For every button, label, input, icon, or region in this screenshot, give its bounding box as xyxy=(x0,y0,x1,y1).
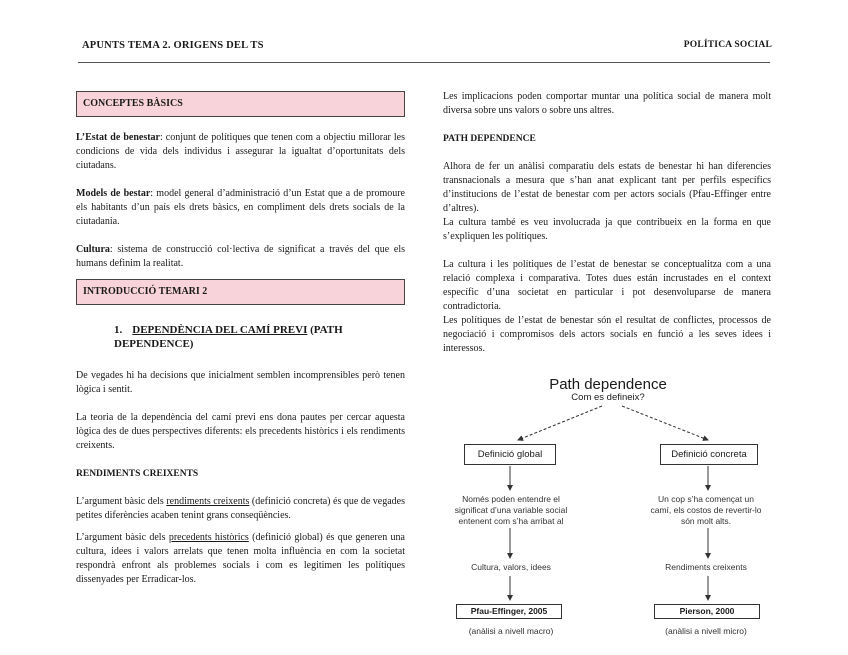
paragraph-analisi: Alhora de fer un anàlisi comparatiu dels estats de benestar hi han diferencies transnacionals a mesura que s’han anat explicant tant per perfils específics d’institucions de l’estat de benestar com per actors socials (Pfau-Effinger entre d’altres). xyxy=(443,161,771,214)
heading-rest: (PATH DEPENDENCE) xyxy=(114,324,343,350)
arrow-to-concreta xyxy=(622,406,708,440)
header-divider xyxy=(78,62,770,63)
diagram-title: Path dependence xyxy=(549,376,667,393)
mid-concreta: Rendiments creixents xyxy=(665,562,747,572)
p7-a: L’argument bàsic dels xyxy=(76,532,169,543)
paragraph-relacio: La cultura i les polítiques de l’estat de benestar se conceptualitza com a una relació complexa i comparativa. Totes dues están incrustades en el context específic d’una societat en particular i pot desenvoluparse de manera contradictoria. xyxy=(443,259,771,312)
paragraph-rendiments xyxy=(76,495,405,523)
term-estat: L’Estat de benestar xyxy=(76,132,160,143)
cite-pierson: Pierson, 2000 xyxy=(654,604,760,619)
paragraph-cultura-involucrada: La cultura també es veu involucrada ja que contribueix en la forma en que s’expliquen les polítiques. xyxy=(443,217,771,242)
link-rendiments: rendiments creixents xyxy=(166,496,250,507)
header-subject: POLÍTICA SOCIAL xyxy=(683,40,772,50)
paragraph-conflictes: Les polítiques de l’estat de benestar són el resultat de conflictes, processos de negociació i compromisos dels actors socials en funció a les seves idees i interessos. xyxy=(443,315,771,354)
paragraph-implicacions: Les implicacions poden comportar muntar una política social de manera molt diversa sobre uns valors o sobre uns altres. xyxy=(443,91,771,116)
section-box-introduccio: INTRODUCCIÓ TEMARI 2 xyxy=(76,279,405,305)
arrow-to-global xyxy=(518,406,602,440)
term-models: Models de bestar xyxy=(76,188,151,199)
definition-models xyxy=(76,187,405,229)
paragraph-teoria: La teoria de la dependència del camí previ ens dona pautes per cercar aquesta lògica des de dues perspectives diferents: els precedents històrics i els rendiments creixents. xyxy=(76,412,405,451)
definition-models-text: : model general d’administració d’un Estat que a de promoure els habitants d’un país els drets bàsics, en compliment dels drets socials de la ciutadania. xyxy=(76,188,405,227)
cite-pfau: Pfau-Effinger, 2005 xyxy=(456,604,562,619)
heading-underlined: DEPENDÈNCIA DEL CAMÍ PREVI xyxy=(132,324,308,336)
box-definicio-global: Definició global xyxy=(464,444,556,465)
diagram-subtitle: Com es defineix? xyxy=(571,392,645,403)
heading-number: 1. xyxy=(114,324,123,336)
level-micro: (anàlisi a nivell micro) xyxy=(665,626,747,636)
desc-concreta: Un cop s’ha començat un camí, els costos de revertir-lo són molt alts. xyxy=(650,494,762,526)
link-precedents: precedents històrics xyxy=(168,532,249,543)
numbered-heading xyxy=(114,323,405,351)
paragraph-decisions: De vegades hi ha decisions que inicialment semblen incomprensibles però tenen lògica i sentit. xyxy=(76,370,405,395)
header-title: APUNTS TEMA 2. ORIGENS DEL TS xyxy=(82,40,264,51)
left-column xyxy=(76,91,405,587)
term-cultura: Cultura xyxy=(76,244,110,255)
mid-global: Cultura, valors, idees xyxy=(471,562,551,572)
subheading-rendiments: RENDIMENTS CREIXENTS xyxy=(76,469,199,479)
desc-global: Només poden entendre el significat d’una variable social entenent com s’ha arribat al xyxy=(454,494,568,526)
definition-cultura xyxy=(76,243,405,271)
path-dependence-diagram xyxy=(452,370,764,640)
right-column xyxy=(443,90,771,356)
section-box-conceptes: CONCEPTES BÀSICS xyxy=(76,91,405,117)
definition-estat xyxy=(76,131,405,173)
p7-b: (definició global) és que generen una cultura, idees i valors arrelats que tenen molta influència en com la societat respondrà enfront als problemes socials i com es legitimen les polítiques dissenyades per Erradicar-los. xyxy=(76,532,405,585)
definition-cultura-text: : sistema de construcció col·lectiva de significat a través del que els humans definim la realitat. xyxy=(76,244,405,269)
definition-estat-text: : conjunt de polítiques que tenen com a objectiu millorar les condicions de vida dels individus i assegurar la igualtat d’oportunitats dels ciutadans. xyxy=(76,132,405,171)
box-definicio-concreta: Definició concreta xyxy=(660,444,758,465)
level-macro: (anàlisi a nivell macro) xyxy=(468,626,554,636)
paragraph-precedents xyxy=(76,531,405,587)
p6-b: (definició concreta) és que de vegades petites diferències acaben tenint grans conseqüències. xyxy=(76,496,406,521)
p6-a: L’argument bàsic dels xyxy=(76,496,167,507)
subheading-path: PATH DEPENDENCE xyxy=(443,134,536,144)
